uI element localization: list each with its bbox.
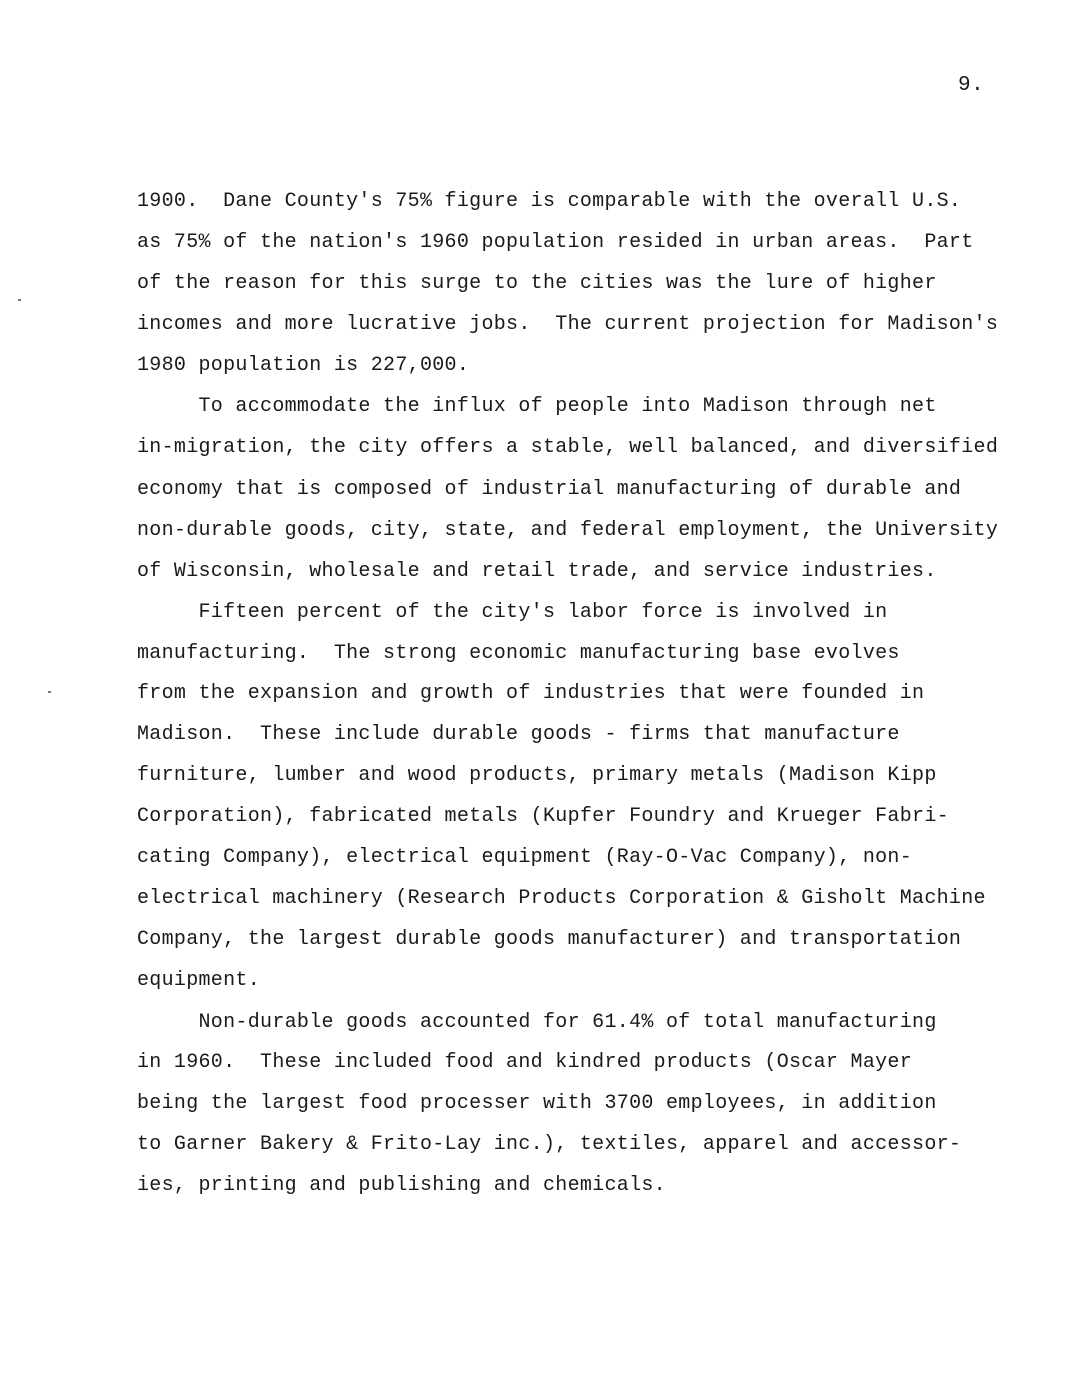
text-line: to Garner Bakery & Frito-Lay inc.), textiles, apparel and accessor-: [137, 1133, 962, 1156]
text-line: Corporation), fabricated metals (Kupfer Foundry and Krueger Fabri-: [137, 805, 949, 828]
text-line: 1900. Dane County's 75% figure is comparable with the overall U.S.: [137, 190, 962, 213]
text-line: being the largest food processer with 3700 employees, in addition: [137, 1092, 937, 1115]
text-line: furniture, lumber and wood products, primary metals (Madison Kipp: [137, 764, 937, 787]
text-line: economy that is composed of industrial manufacturing of durable and: [137, 478, 962, 501]
text-line: as 75% of the nation's 1960 population resided in urban areas. Part: [137, 231, 974, 254]
text-line: To accommodate the influx of people into Madison through net: [137, 395, 937, 418]
text-line: Madison. These include durable goods - firms that manufacture: [137, 723, 900, 746]
text-line: 1980 population is 227,000.: [137, 354, 470, 377]
text-line: in-migration, the city offers a stable, well balanced, and diversified: [137, 436, 999, 459]
text-line: equipment.: [137, 969, 261, 992]
margin-mark: [18, 299, 21, 301]
text-line: manufacturing. The strong economic manufacturing base evolves: [137, 642, 900, 665]
text-line: from the expansion and growth of industries that were founded in: [137, 682, 925, 705]
text-line: non-durable goods, city, state, and federal employment, the University: [137, 519, 999, 542]
text-line: Fifteen percent of the city's labor force is involved in: [137, 601, 888, 624]
text-line: of the reason for this surge to the cities was the lure of higher: [137, 272, 937, 295]
text-line: ies, printing and publishing and chemicals.: [137, 1174, 666, 1197]
text-line: in 1960. These included food and kindred products (Oscar Mayer: [137, 1051, 913, 1074]
text-line: Non-durable goods accounted for 61.4% of total manufacturing: [137, 1011, 937, 1034]
text-line: cating Company), electrical equipment (Ray-O-Vac Company), non-: [137, 846, 913, 869]
text-line: electrical machinery (Research Products Corporation & Gisholt Machine: [137, 887, 986, 910]
text-line: of Wisconsin, wholesale and retail trade, and service industries.: [137, 560, 937, 583]
margin-mark: [48, 691, 51, 693]
text-line: incomes and more lucrative jobs. The current projection for Madison's: [137, 313, 999, 336]
page-number: 9.: [958, 74, 985, 97]
text-line: Company, the largest durable goods manufacturer) and transportation: [137, 928, 962, 951]
